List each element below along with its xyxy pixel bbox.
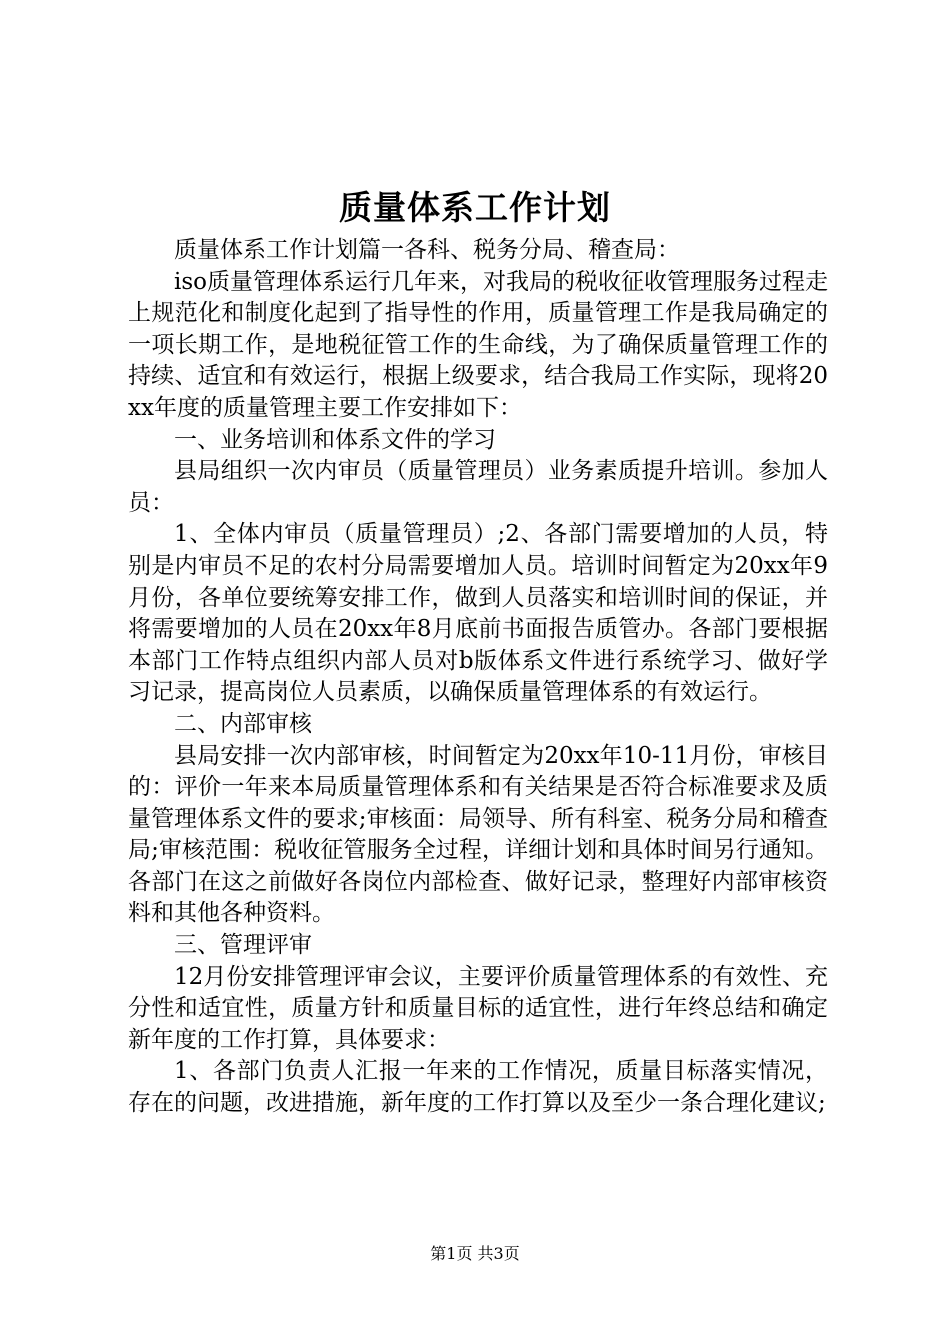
paragraph-internal-audit: 县局安排一次内部审核，时间暂定为20xx年10-11月份，审核目的：评价一年来本局质量管理体系和有关结果是否符合标准要求及质量管理体系文件的要求;审核面：局领导、所有科室、税务分局和稽查局;审核范围：税收征管服务全过程，详细计划和具体时间另行通知。各部门在这之前做好各岗位内部检查、做好记录，整理好内部审核资料和其他各种资料。	[128, 742, 828, 927]
document-title: 质量体系工作计划	[339, 188, 611, 227]
paragraph-review-item-1: 1、各部门负责人汇报一年来的工作情况，质量目标落实情况，存在的问题，改进措施，新年度的工作打算以及至少一条合理化建议;	[128, 1058, 828, 1117]
section-heading-management-review: 三、管理评审	[174, 932, 312, 959]
document-body	[128, 235, 828, 1120]
paragraph-training-organize: 县局组织一次内审员（质量管理员）业务素质提升培训。参加人员：	[128, 458, 828, 516]
paragraph-management-review: 12月份安排管理评审会议，主要评价质量管理体系的有效性、充分性和适宜性，质量方针和质量目标的适宜性，进行年终总结和确定新年度的工作打算，具体要求：	[128, 963, 828, 1053]
section-heading-training: 一、业务培训和体系文件的学习	[174, 426, 496, 453]
section-heading-internal-audit: 二、内部审核	[174, 710, 312, 737]
paragraph-training-details: 1、全体内审员（质量管理员）;2、各部门需要增加的人员，特别是内审员不足的农村分局需要增加人员。培训时间暂定为20xx年9月份，各单位要统筹安排工作，做到人员落实和培训时间的保证，并将需要增加的人员在20xx年8月底前书面报告质管办。各部门要根据本部门工作特点组织内部人员对b版体系文件进行系统学习、做好学习记录，提高岗位人员素质，以确保质量管理体系的有效运行。	[128, 521, 828, 706]
paragraph-intro: iso质量管理体系运行几年来，对我局的税收征收管理服务过程走上规范化和制度化起到了指导性的作用，质量管理工作是我局确定的一项长期工作，是地税征管工作的生命线，为了确保质量管理工作的持续、适宜和有效运行，根据上级要求，结合我局工作实际，现将20xx年度的质量管理主要工作安排如下：	[128, 268, 829, 421]
page-footer: 第1页 共3页	[430, 1244, 520, 1263]
paragraph-salutation: 质量体系工作计划篇一各科、税务分局、稽查局：	[174, 237, 680, 263]
